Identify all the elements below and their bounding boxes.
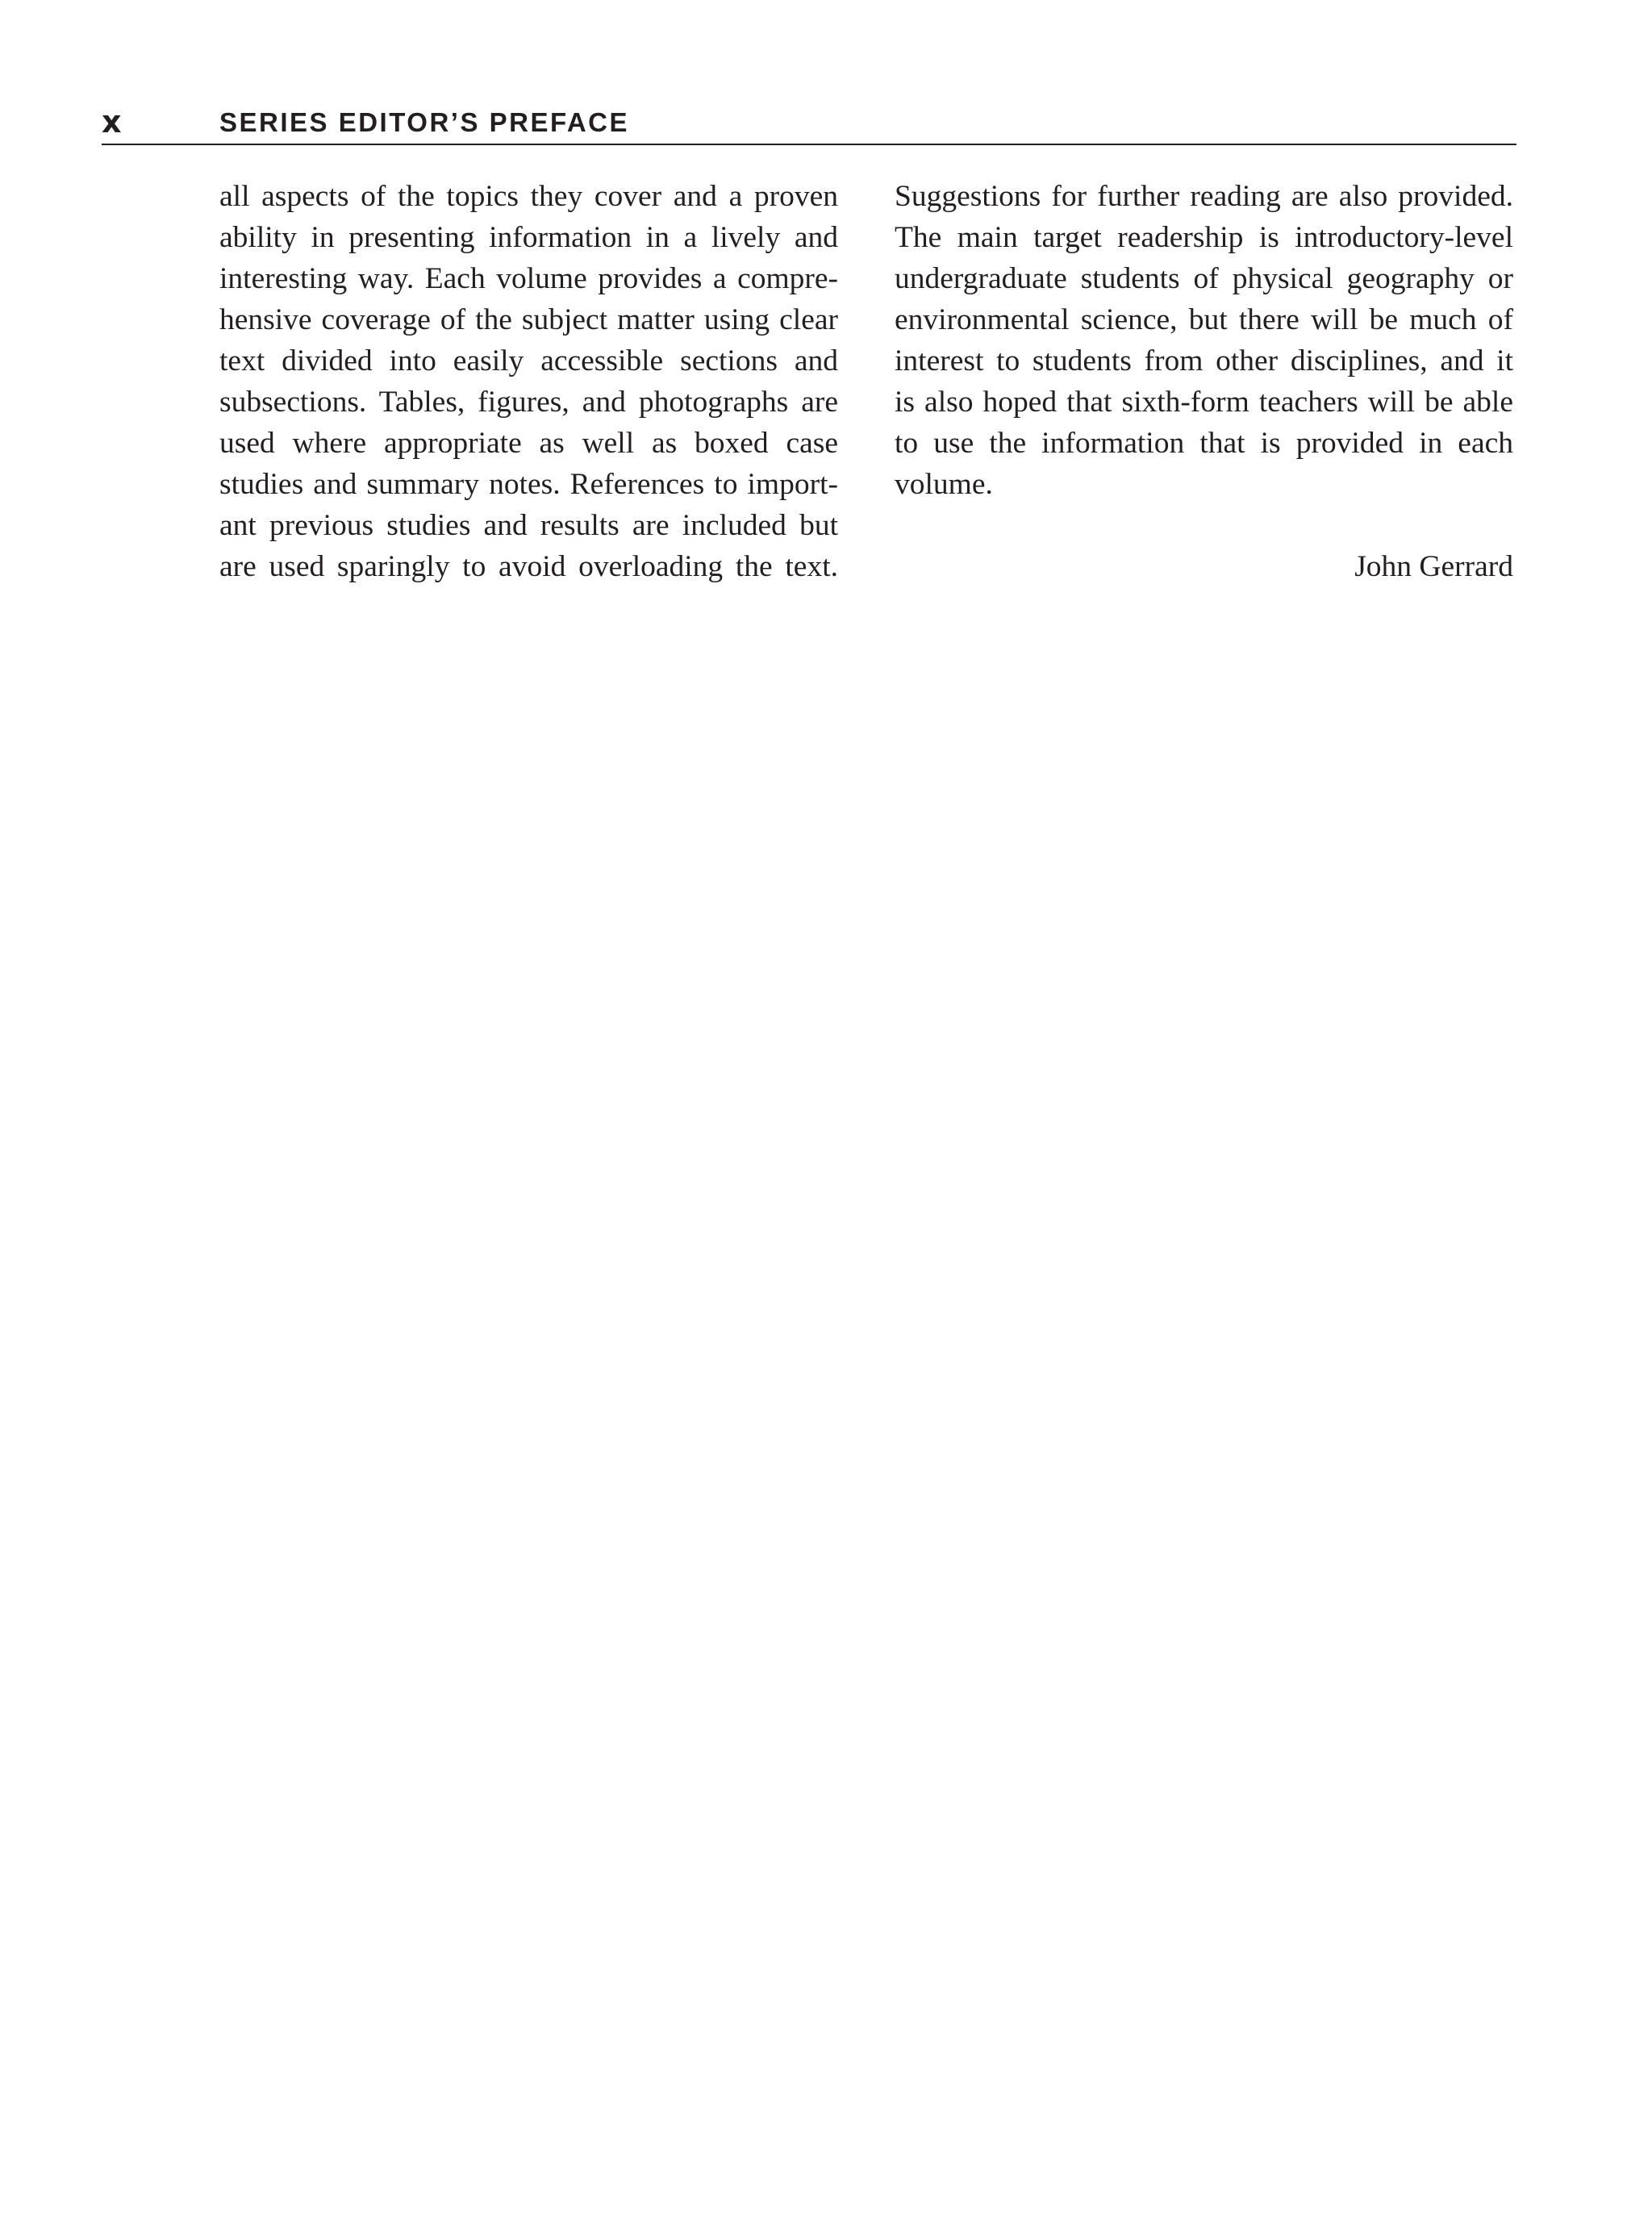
signature: John Gerrard bbox=[1354, 550, 1513, 583]
text-line: to use the information that is provided in each bbox=[895, 427, 1513, 460]
page-number: x bbox=[102, 104, 122, 140]
text-line: are used sparingly to avoid overloading the text. bbox=[219, 550, 838, 583]
text-line: used where appropriate as well as boxed case bbox=[219, 427, 838, 460]
text-line: is also hoped that sixth-form teachers will be able bbox=[895, 386, 1513, 419]
text-line: undergraduate students of physical geography or bbox=[895, 262, 1513, 295]
running-title: SERIES EDITOR’S PREFACE bbox=[219, 107, 629, 137]
running-head bbox=[102, 103, 1516, 145]
text-line: ability in presenting information in a lively and bbox=[219, 221, 838, 254]
text-line: subsections. Tables, figures, and photographs are bbox=[219, 386, 838, 419]
text-line: Suggestions for further reading are also provided. bbox=[895, 180, 1513, 213]
text-line: ant previous studies and results are included but bbox=[219, 509, 838, 542]
text-line: volume. bbox=[895, 468, 993, 501]
text-line: environmental science, but there will be much of bbox=[895, 303, 1513, 336]
text-line: hensive coverage of the subject matter using clear bbox=[219, 303, 838, 336]
text-line: all aspects of the topics they cover and a proven bbox=[219, 180, 838, 213]
text-line: text divided into easily accessible sections and bbox=[219, 344, 838, 378]
text-line: The main target readership is introductory-level bbox=[895, 221, 1513, 254]
right-column bbox=[895, 176, 1513, 505]
text-line: interesting way. Each volume provides a compre- bbox=[219, 262, 838, 295]
text-line: studies and summary notes. References to import- bbox=[219, 468, 838, 501]
left-column bbox=[219, 176, 838, 587]
text-line: interest to students from other disciplines, and it bbox=[895, 344, 1513, 378]
